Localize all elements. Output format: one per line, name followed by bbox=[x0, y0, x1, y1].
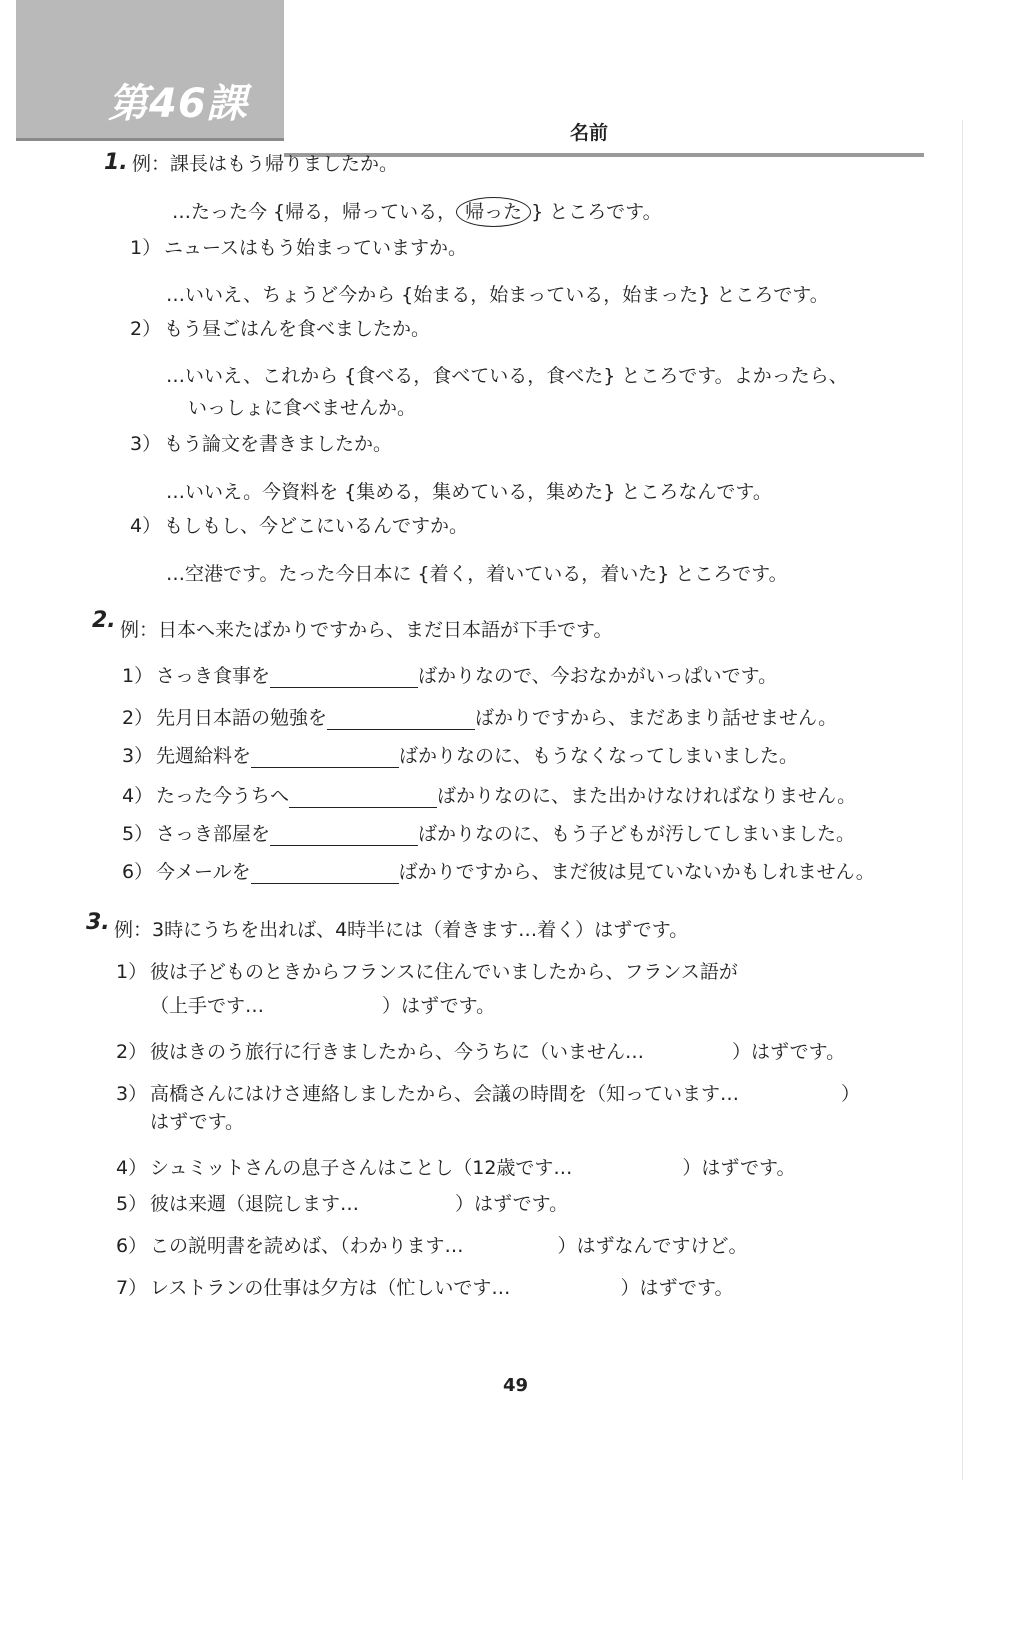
answer-blank[interactable] bbox=[289, 787, 437, 808]
prompt-text: 高橋さんにはけさ連絡しましたから、会議の時間を（知っています… bbox=[150, 1083, 740, 1105]
prompt-text: ばかりなのに、もう子どもが汚してしまいました。 bbox=[418, 823, 856, 845]
item-number: 4） bbox=[122, 785, 154, 807]
item-number: 2） bbox=[122, 707, 154, 729]
section-3-item-7 bbox=[116, 1276, 734, 1300]
section-3-item-6 bbox=[116, 1234, 748, 1258]
item-number: 1） bbox=[116, 961, 148, 983]
prompt-text: ）はずなんですけど。 bbox=[557, 1235, 748, 1257]
section-1-item-2-answer: …いいえ、これから {食べる，食べている，食べた} ところです。よかったら、 bbox=[166, 365, 848, 387]
section-2-item-4 bbox=[122, 784, 856, 808]
section-3-item-1 bbox=[116, 960, 738, 984]
page-number: 49 bbox=[502, 1375, 529, 1396]
section-1-example-answer bbox=[172, 200, 662, 224]
answer-blank[interactable] bbox=[251, 747, 399, 768]
prompt-text: （上手です… bbox=[150, 995, 265, 1017]
answer-blank[interactable] bbox=[327, 709, 475, 730]
question-text: もう論文を書きましたか。 bbox=[164, 433, 393, 455]
prompt-text: 彼は子どものときからフランスに住んでいましたから、フランス語が bbox=[150, 961, 738, 983]
section-2-item-1 bbox=[122, 664, 777, 688]
prompt-text: さっき食事を bbox=[156, 665, 271, 687]
prompt-text: この説明書を読めば、（わかります… bbox=[150, 1235, 464, 1257]
section-3-item-5 bbox=[116, 1192, 568, 1216]
prompt-text: ） bbox=[841, 1083, 861, 1105]
prompt-text: 今メールを bbox=[156, 861, 251, 883]
answer-blank[interactable] bbox=[270, 667, 418, 688]
prompt-text: ばかりですから、まだあまり話せません。 bbox=[475, 707, 838, 729]
section-2-item-3 bbox=[122, 744, 798, 768]
item-number: 6） bbox=[122, 861, 154, 883]
section-1-item-4-question bbox=[130, 514, 468, 538]
section-3-item-4 bbox=[116, 1156, 795, 1180]
section-1-item-3-question bbox=[130, 432, 392, 456]
prompt-text: 彼はきのう旅行に行きましたから、今うちに（いません… bbox=[150, 1041, 645, 1063]
item-number: 5） bbox=[116, 1193, 148, 1215]
question-text: もしもし、今どこにいるんですか。 bbox=[164, 515, 469, 537]
section-3-number: 3. bbox=[86, 910, 110, 935]
section-1-item-4-answer: …空港です。たった今日本に {着く，着いている，着いた} ところです。 bbox=[166, 563, 788, 585]
item-number: 3） bbox=[122, 745, 154, 767]
question-text: ニュースはもう始まっていますか。 bbox=[164, 237, 468, 259]
prompt-text: レストランの仕事は夕方は（忙しいです… bbox=[150, 1277, 511, 1299]
section-2-example: 例：日本へ来たばかりですから、まだ日本語が下手です。 bbox=[120, 619, 613, 641]
section-3-example: 例：3時にうちを出れば、4時半には（着きます…着く）はずです。 bbox=[114, 919, 689, 941]
prompt-text: ばかりなのに、また出かけなければなりません。 bbox=[437, 785, 857, 807]
item-number: 7） bbox=[116, 1277, 148, 1299]
page-edge-shadow bbox=[962, 120, 963, 1480]
item-number: 3） bbox=[130, 433, 162, 455]
section-1-example-question: 例：課長はもう帰りましたか。 bbox=[132, 153, 399, 175]
section-2-item-5 bbox=[122, 822, 855, 846]
section-2-item-2 bbox=[122, 706, 837, 730]
item-number: 2） bbox=[116, 1041, 148, 1063]
prompt-text: たった今うちへ bbox=[156, 785, 290, 807]
section-1-item-1-question bbox=[130, 236, 467, 260]
lesson-title: 第46課 bbox=[108, 81, 248, 127]
section-1-item-2-question bbox=[130, 317, 430, 341]
item-number: 6） bbox=[116, 1235, 148, 1257]
prompt-text: ばかりなので、今おなかがいっぱいです。 bbox=[418, 665, 778, 687]
prompt-text: シュミットさんの息子さんはことし（12歳です… bbox=[150, 1157, 573, 1179]
prompt-text: 彼は来週（退院します… bbox=[150, 1193, 360, 1215]
prompt-text: ）はずです。 bbox=[682, 1157, 796, 1179]
prompt-text: ばかりなのに、もうなくなってしまいました。 bbox=[399, 745, 799, 767]
section-2-number: 2. bbox=[92, 608, 116, 633]
item-number: 1） bbox=[130, 237, 162, 259]
circled-answer: 帰った bbox=[456, 197, 531, 227]
item-number: 2） bbox=[130, 318, 162, 340]
question-text: もう昼ごはんを食べましたか。 bbox=[164, 318, 431, 340]
prompt-text: ）はずです。 bbox=[620, 1277, 734, 1299]
section-3-item-2 bbox=[116, 1040, 845, 1064]
section-2-item-6 bbox=[122, 860, 875, 884]
section-1-item-2-answer-cont: いっしょに食べませんか。 bbox=[188, 397, 417, 419]
prompt-text: ）はずです。 bbox=[455, 1193, 569, 1215]
prompt-text: ）はずです。 bbox=[732, 1041, 846, 1063]
item-number: 3） bbox=[116, 1083, 148, 1105]
section-3-item-3 bbox=[116, 1082, 860, 1106]
example-answer-suffix: } ところです。 bbox=[531, 201, 662, 223]
section-1-item-3-answer: …いいえ。今資料を {集める，集めている，集めた} ところなんです。 bbox=[166, 481, 772, 503]
item-number: 1） bbox=[122, 665, 154, 687]
name-label: 名前 bbox=[570, 122, 609, 144]
answer-blank[interactable] bbox=[270, 825, 418, 846]
prompt-text: ）はずです。 bbox=[382, 995, 496, 1017]
item-number: 4） bbox=[116, 1157, 148, 1179]
example-answer-prefix: …たった今 {帰る，帰っている， bbox=[172, 201, 457, 223]
prompt-text: ばかりですから、まだ彼は見ていないかもしれません。 bbox=[398, 861, 875, 883]
section-1-number: 1. bbox=[104, 150, 128, 175]
prompt-text: さっき部屋を bbox=[156, 823, 271, 845]
item-number: 5） bbox=[122, 823, 154, 845]
section-1-item-1-answer: …いいえ、ちょうど今から {始まる，始まっている，始まった} ところです。 bbox=[166, 284, 829, 306]
prompt-text: 先月日本語の勉強を bbox=[156, 707, 328, 729]
header-divider bbox=[16, 138, 284, 141]
section-3-item-1-cont bbox=[150, 994, 495, 1018]
answer-blank[interactable] bbox=[251, 863, 399, 884]
prompt-text: 先週給料を bbox=[156, 745, 252, 767]
item-number: 4） bbox=[130, 515, 162, 537]
section-3-item-3-cont: はずです。 bbox=[150, 1111, 245, 1133]
